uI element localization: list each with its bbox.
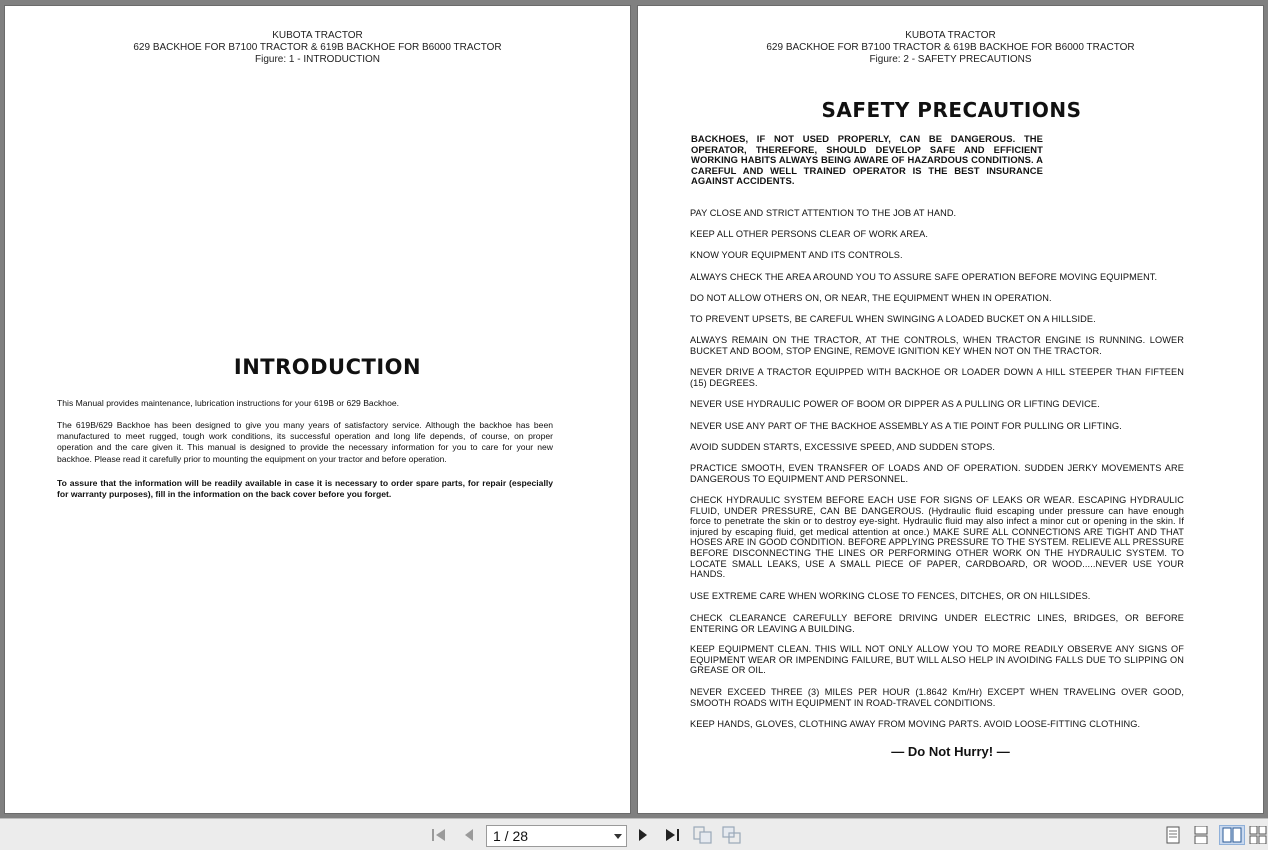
page-header: [5, 30, 630, 66]
safety-item: DO NOT ALLOW OTHERS ON, OR NEAR, THE EQUIPMENT WHEN IN OPERATION.: [690, 293, 1052, 303]
safety-item: AVOID SUDDEN STARTS, EXCESSIVE SPEED, AND SUDDEN STOPS.: [690, 442, 996, 452]
safety-item: KNOW YOUR EQUIPMENT AND ITS CONTROLS.: [690, 250, 903, 260]
page-right: [637, 5, 1264, 814]
navigation-toolbar: [0, 818, 1268, 850]
safety-item: CHECK CLEARANCE CAREFULLY BEFORE DRIVING UNDER ELECTRIC LINES, BRIDGES, OR BEFORE ENTERING OR LEAVING A BUILDING.: [690, 613, 1184, 634]
chevron-down-icon: [614, 834, 622, 839]
page-indicator: 1 / 28: [493, 828, 529, 844]
safety-item: TO PREVENT UPSETS, BE CAREFUL WHEN SWINGING A LOADED BUCKET ON A HILLSIDE.: [690, 314, 1096, 324]
safety-item: NEVER USE HYDRAULIC POWER OF BOOM OR DIPPER AS A PULLING OR LIFTING DEVICE.: [690, 399, 1100, 409]
page-header: [638, 30, 1263, 66]
first-page-icon: [430, 826, 450, 844]
safety-item: PAY CLOSE AND STRICT ATTENTION TO THE JOB AT HAND.: [690, 208, 957, 218]
first-page-button[interactable]: [430, 825, 450, 845]
safety-item: NEVER DRIVE A TRACTOR EQUIPPED WITH BACKHOE OR LOADER DOWN A HILL STEEPER THAN FIFTEEN (15) DEGREES.: [690, 367, 1184, 388]
safety-item: ALWAYS REMAIN ON THE TRACTOR, AT THE CONTROLS, WHEN TRACTOR ENGINE IS RUNNING. LOWER BUCKET AND BOOM, STOP ENGINE, REMOVE IGNITION KEY WHEN NOT ON THE TRACTOR.: [690, 335, 1184, 356]
page-title: INTRODUCTION: [233, 355, 422, 379]
last-page-icon: [662, 826, 682, 844]
safety-item: KEEP HANDS, GLOVES, CLOTHING AWAY FROM MOVING PARTS. AVOID LOOSE-FITTING CLOTHING.: [690, 719, 1141, 729]
safety-item: NEVER USE ANY PART OF THE BACKHOE ASSEMBLY AS A TIE POINT FOR PULLING OR LIFTING.: [690, 421, 1122, 431]
next-page-icon: [634, 826, 652, 844]
fit-icon: [721, 825, 743, 845]
safety-item: ALWAYS CHECK THE AREA AROUND YOU TO ASSURE SAFE OPERATION BEFORE MOVING EQUIPMENT.: [690, 272, 1158, 282]
header-line-2: 629 BACKHOE FOR B7100 TRACTOR & 619B BACKHOE FOR B6000 TRACTOR: [766, 42, 1135, 53]
last-page-button[interactable]: [662, 825, 682, 845]
rotate-icon: [692, 825, 714, 845]
page-title: SAFETY PRECAUTIONS: [821, 98, 1082, 122]
safety-item: CHECK HYDRAULIC SYSTEM BEFORE EACH USE FOR SIGNS OF LEAKS OR WEAR. ESCAPING HYDRAULIC FLUID, UNDER PRESSURE, CAN BE DANGEROUS. (Hydraulic fluid escaping under pressure can have enough force to penetrate the skin or to destroy eye-sight. Hydraulic fluid may also infect a minor cut or opening in the skin. If injured by escaping fluid, get medical attention at once.) MAKE SURE ALL CONNECTIONS ARE TIGHT AND THAT HOSES ARE IN GOOD CONDITION. BEFORE APPLYING PRESSURE TO THE SYSTEM. RELIEVE ALL PRESSURE BEFORE DISCONNECTING THE LINES OR PERFORMING OTHER WORK ON THE HYDRAULIC SYSTEM. TO LOCATE SMALL LEAKS, USE A SMALL PIECE OF PAPER, CARDBOARD, OR WOOD.....NEVER USE YOUR HANDS.: [690, 495, 1184, 580]
rotate-button[interactable]: [692, 825, 714, 845]
safety-item: USE EXTREME CARE WHEN WORKING CLOSE TO FENCES, DITCHES, OR ON HILLSIDES.: [690, 591, 1091, 601]
intro-paragraph-1: This Manual provides maintenance, lubrication instructions for your 619B or 629 Backhoe.: [57, 398, 400, 408]
fit-page-button[interactable]: [721, 825, 743, 845]
safety-item: KEEP EQUIPMENT CLEAN. THIS WILL NOT ONLY ALLOW YOU TO MORE READILY OBSERVE ANY SIGNS OF EQUIPMENT WEAR OR IMPENDING FAILURE, BUT WILL ALSO HELP IN AVOIDING FALLS DUE TO SLIPPING ON GREASE OR OIL.: [690, 644, 1184, 676]
safety-item: KEEP ALL OTHER PERSONS CLEAR OF WORK AREA.: [690, 229, 929, 239]
safety-item: NEVER EXCEED THREE (3) MILES PER HOUR (1.8642 Km/Hr) EXCEPT WHEN TRAVELING OVER GOOD, SMOOTH ROADS WITH EQUIPMENT IN ROAD-TRAVEL CONDITIONS.: [690, 687, 1184, 708]
intro-paragraph-3: To assure that the information will be readily available in case it is necessary to order spare parts, for repair (especially for warranty purposes), fill in the information on the back cover before you forget.: [57, 478, 553, 500]
page-number-select[interactable]: [486, 825, 627, 847]
previous-page-button[interactable]: [460, 825, 478, 845]
header-line-1: KUBOTA TRACTOR: [905, 30, 996, 41]
two-page-view-icon: [1222, 827, 1242, 843]
continuous-view-button[interactable]: [1191, 825, 1211, 845]
header-line-3: Figure: 2 - SAFETY PRECAUTIONS: [869, 54, 1032, 65]
safety-item: PRACTICE SMOOTH, EVEN TRANSFER OF LOADS AND OF OPERATION. SUDDEN JERKY MOVEMENTS ARE DANGEROUS TO EQUIPMENT AND PERSONNEL.: [690, 463, 1184, 484]
previous-page-icon: [460, 826, 478, 844]
two-page-continuous-button[interactable]: [1248, 825, 1268, 845]
single-page-view-icon: [1165, 826, 1181, 844]
page-left: [4, 5, 631, 814]
two-page-continuous-icon: [1249, 826, 1267, 844]
continuous-view-icon: [1193, 826, 1209, 844]
header-line-2: 629 BACKHOE FOR B7100 TRACTOR & 619B BACKHOE FOR B6000 TRACTOR: [133, 42, 502, 53]
header-line-3: Figure: 1 - INTRODUCTION: [254, 54, 380, 65]
intro-paragraph-2: The 619B/629 Backhoe has been designed to give you many years of satisfactory service. Although the backhoe has been manufactured to meet rugged, tough work conditions, its successful operation and long life depends, of course, on proper operation and the care given it. This manual is designed to provide the necessary information for you to care for your new backhoe. Please read it carefully prior to mounting the equipment on your tractor and before operation.: [57, 420, 553, 464]
single-page-view-button[interactable]: [1163, 825, 1183, 845]
next-page-button[interactable]: [634, 825, 652, 845]
do-not-hurry-footer: — Do Not Hurry! —: [891, 744, 1010, 759]
safety-lead-paragraph: BACKHOES, IF NOT USED PROPERLY, CAN BE DANGEROUS. THE OPERATOR, THEREFORE, SHOULD DEVELOP SAFE AND EFFICIENT WORKING HABITS ALWAYS BEING AWARE OF HAZARDOUS CONDITIONS. A CAREFUL AND WELL TRAINED OPERATOR IS THE BEST INSURANCE AGAINST ACCIDENTS.: [691, 133, 1043, 187]
header-line-1: KUBOTA TRACTOR: [272, 30, 363, 41]
two-page-view-button[interactable]: [1219, 825, 1245, 845]
